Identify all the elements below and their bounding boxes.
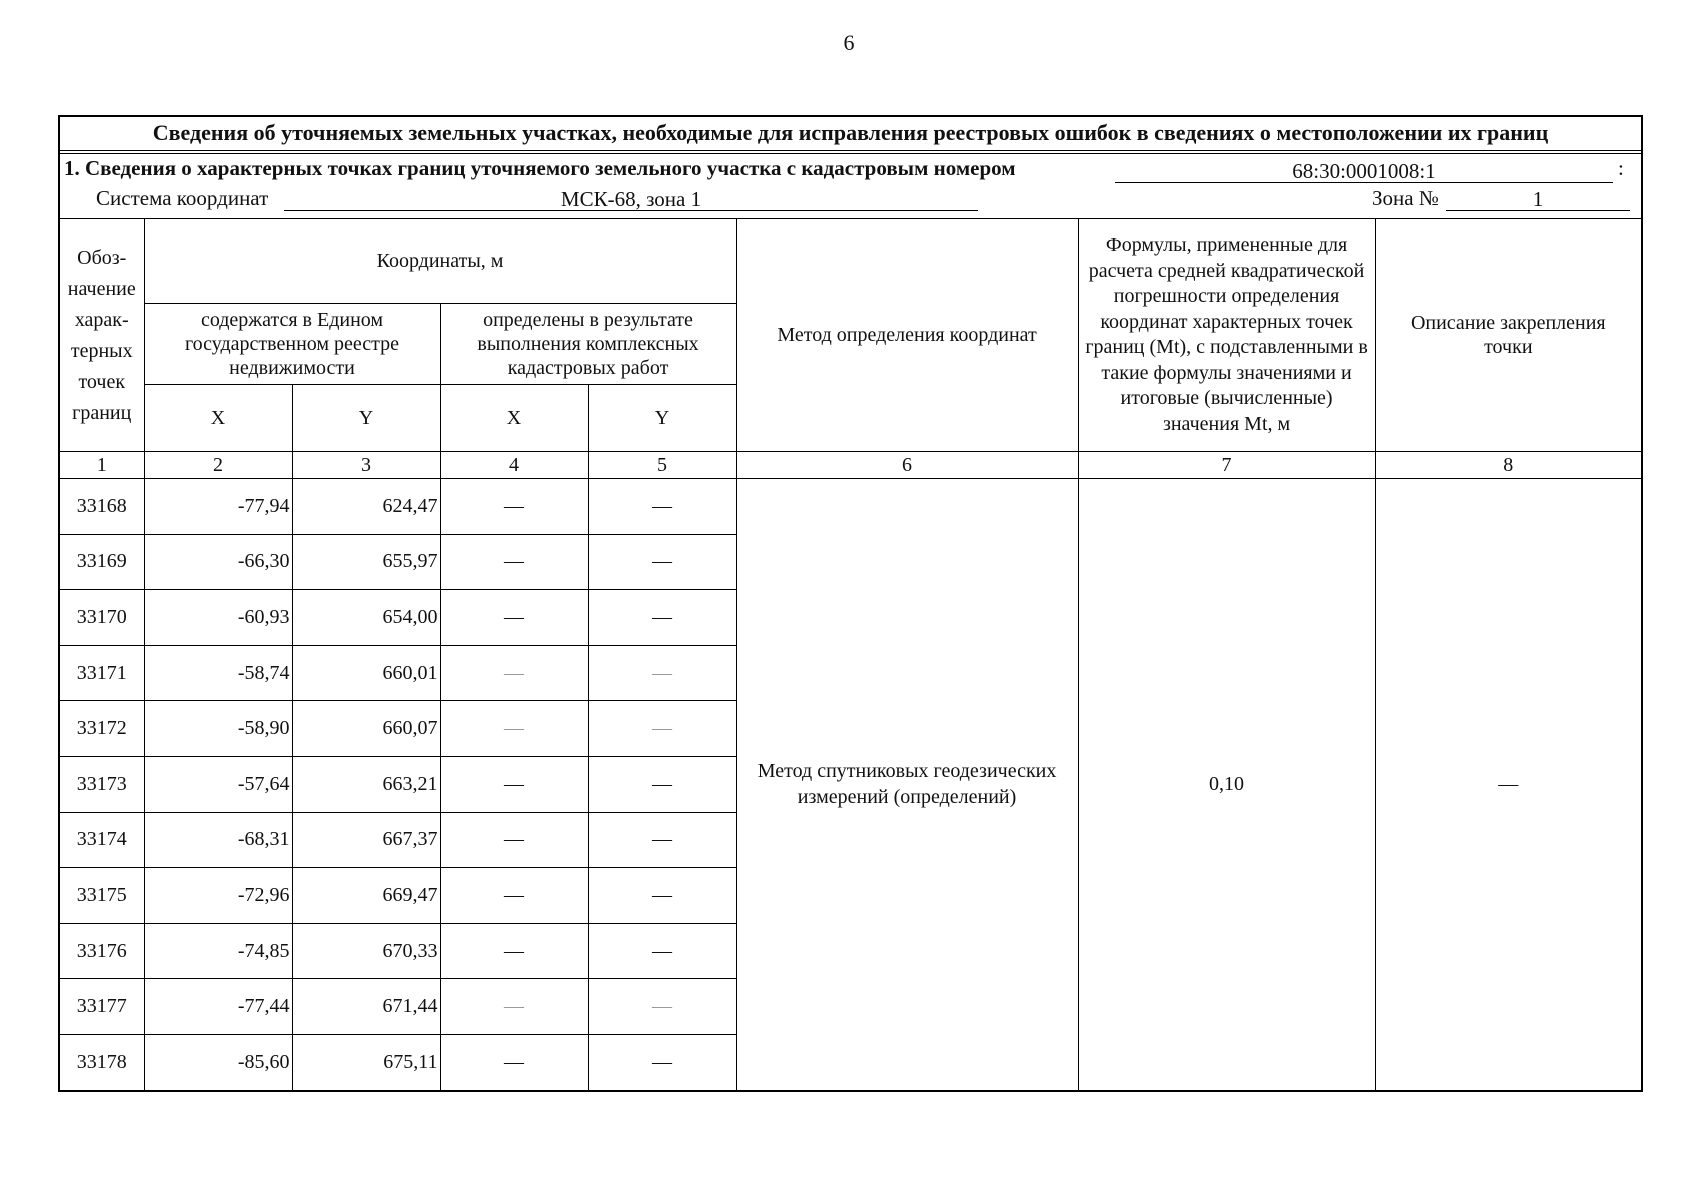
table-row — [60, 479, 1641, 535]
header-registry: содержатся в Едином государственном реестре недвижимости — [144, 304, 440, 385]
y-registry-value: 655,97 — [292, 534, 440, 590]
x-registry-value: -74,85 — [144, 923, 292, 979]
column-numbers-row — [60, 452, 1641, 479]
cadastral-colon: : — [1618, 156, 1624, 180]
x-registry-value: -58,90 — [144, 701, 292, 757]
section-info — [60, 154, 1641, 218]
header-y-complex: Y — [588, 385, 736, 452]
column-number: 6 — [736, 452, 1078, 479]
x-registry-value: -77,94 — [144, 479, 292, 535]
x-complex-value: — — [440, 479, 588, 535]
y-complex-value: — — [588, 645, 736, 701]
x-registry-value: -77,44 — [144, 979, 292, 1035]
header-method: Метод определения координат — [736, 219, 1078, 452]
y-registry-value: 675,11 — [292, 1034, 440, 1089]
x-complex-value: — — [440, 756, 588, 812]
x-registry-value: -57,64 — [144, 756, 292, 812]
x-registry-value: -68,31 — [144, 812, 292, 868]
mt-value-cell: 0,10 — [1078, 479, 1375, 1090]
header-point-designation: Обоз-начение харак-терных точек границ — [60, 219, 144, 452]
x-registry-value: -66,30 — [144, 534, 292, 590]
x-registry-value: -72,96 — [144, 868, 292, 924]
point-id: 33170 — [60, 590, 144, 646]
point-id: 33173 — [60, 756, 144, 812]
page-number: 6 — [843, 30, 855, 55]
y-registry-value: 669,47 — [292, 868, 440, 924]
header-x-complex: X — [440, 385, 588, 452]
x-complex-value: — — [440, 590, 588, 646]
point-id: 33178 — [60, 1034, 144, 1089]
points-table-body — [60, 479, 1641, 1090]
column-number: 8 — [1375, 452, 1641, 479]
y-complex-value: — — [588, 701, 736, 757]
document-table-block — [58, 115, 1643, 1092]
y-registry-value: 660,07 — [292, 701, 440, 757]
x-complex-value: — — [440, 868, 588, 924]
y-complex-value: — — [588, 590, 736, 646]
y-complex-value: — — [588, 1034, 736, 1089]
coord-system-value: МСК-68, зона 1 — [284, 188, 978, 211]
point-id: 33175 — [60, 868, 144, 924]
header-formulas: Формулы, примененные для расчета средней квадратической погрешности определения координат характерных точек границ (Mt), с подставленными в такие формулы значениями и итоговые (вычисленные) значения Mt, м — [1078, 219, 1375, 452]
point-id: 33168 — [60, 479, 144, 535]
x-complex-value: — — [440, 701, 588, 757]
y-registry-value: 660,01 — [292, 645, 440, 701]
cadastral-number: 68:30:0001008:1 — [1115, 160, 1613, 183]
point-id: 33172 — [60, 701, 144, 757]
header-coordinates: Координаты, м — [144, 219, 736, 304]
zone-value: 1 — [1446, 188, 1630, 211]
header-x-registry: X — [144, 385, 292, 452]
x-complex-value: — — [440, 534, 588, 590]
description-cell: — — [1375, 479, 1641, 1090]
y-complex-value: — — [588, 534, 736, 590]
column-number: 7 — [1078, 452, 1375, 479]
method-cell: Метод спутниковых геодезических измерений (определений) — [736, 479, 1078, 1090]
y-complex-value: — — [588, 756, 736, 812]
column-number: 2 — [144, 452, 292, 479]
x-complex-value: — — [440, 923, 588, 979]
column-number: 5 — [588, 452, 736, 479]
x-complex-value: — — [440, 645, 588, 701]
x-complex-value: — — [440, 1034, 588, 1089]
coord-system-label: Система координат — [96, 186, 269, 210]
y-registry-value: 667,37 — [292, 812, 440, 868]
column-number: 4 — [440, 452, 588, 479]
header-y-registry: Y — [292, 385, 440, 452]
column-number: 1 — [60, 452, 144, 479]
y-complex-value: — — [588, 979, 736, 1035]
point-id: 33177 — [60, 979, 144, 1035]
point-id: 33171 — [60, 645, 144, 701]
y-registry-value: 624,47 — [292, 479, 440, 535]
x-registry-value: -85,60 — [144, 1034, 292, 1089]
zone-label: Зона № — [1372, 186, 1439, 210]
point-id: 33169 — [60, 534, 144, 590]
section-heading: 1. Сведения о характерных точках границ уточняемого земельного участка с кадастровым номером — [64, 156, 1016, 180]
x-complex-value: — — [440, 812, 588, 868]
x-registry-value: -60,93 — [144, 590, 292, 646]
y-complex-value: — — [588, 868, 736, 924]
y-registry-value: 663,21 — [292, 756, 440, 812]
point-id: 33176 — [60, 923, 144, 979]
column-number: 3 — [292, 452, 440, 479]
y-complex-value: — — [588, 923, 736, 979]
header-complex-works: определены в результате выполнения комплексных кадастровых работ — [440, 304, 736, 385]
document-title: Сведения об уточняемых земельных участках, необходимые для исправления реестровых ошибок в сведениях о местоположении их границ — [60, 117, 1641, 154]
header-description: Описание закрепления точки — [1375, 219, 1641, 452]
y-complex-value: — — [588, 812, 736, 868]
x-registry-value: -58,74 — [144, 645, 292, 701]
x-complex-value: — — [440, 979, 588, 1035]
y-registry-value: 670,33 — [292, 923, 440, 979]
points-table — [60, 218, 1641, 1090]
y-registry-value: 654,00 — [292, 590, 440, 646]
point-id: 33174 — [60, 812, 144, 868]
y-complex-value: — — [588, 479, 736, 535]
y-registry-value: 671,44 — [292, 979, 440, 1035]
